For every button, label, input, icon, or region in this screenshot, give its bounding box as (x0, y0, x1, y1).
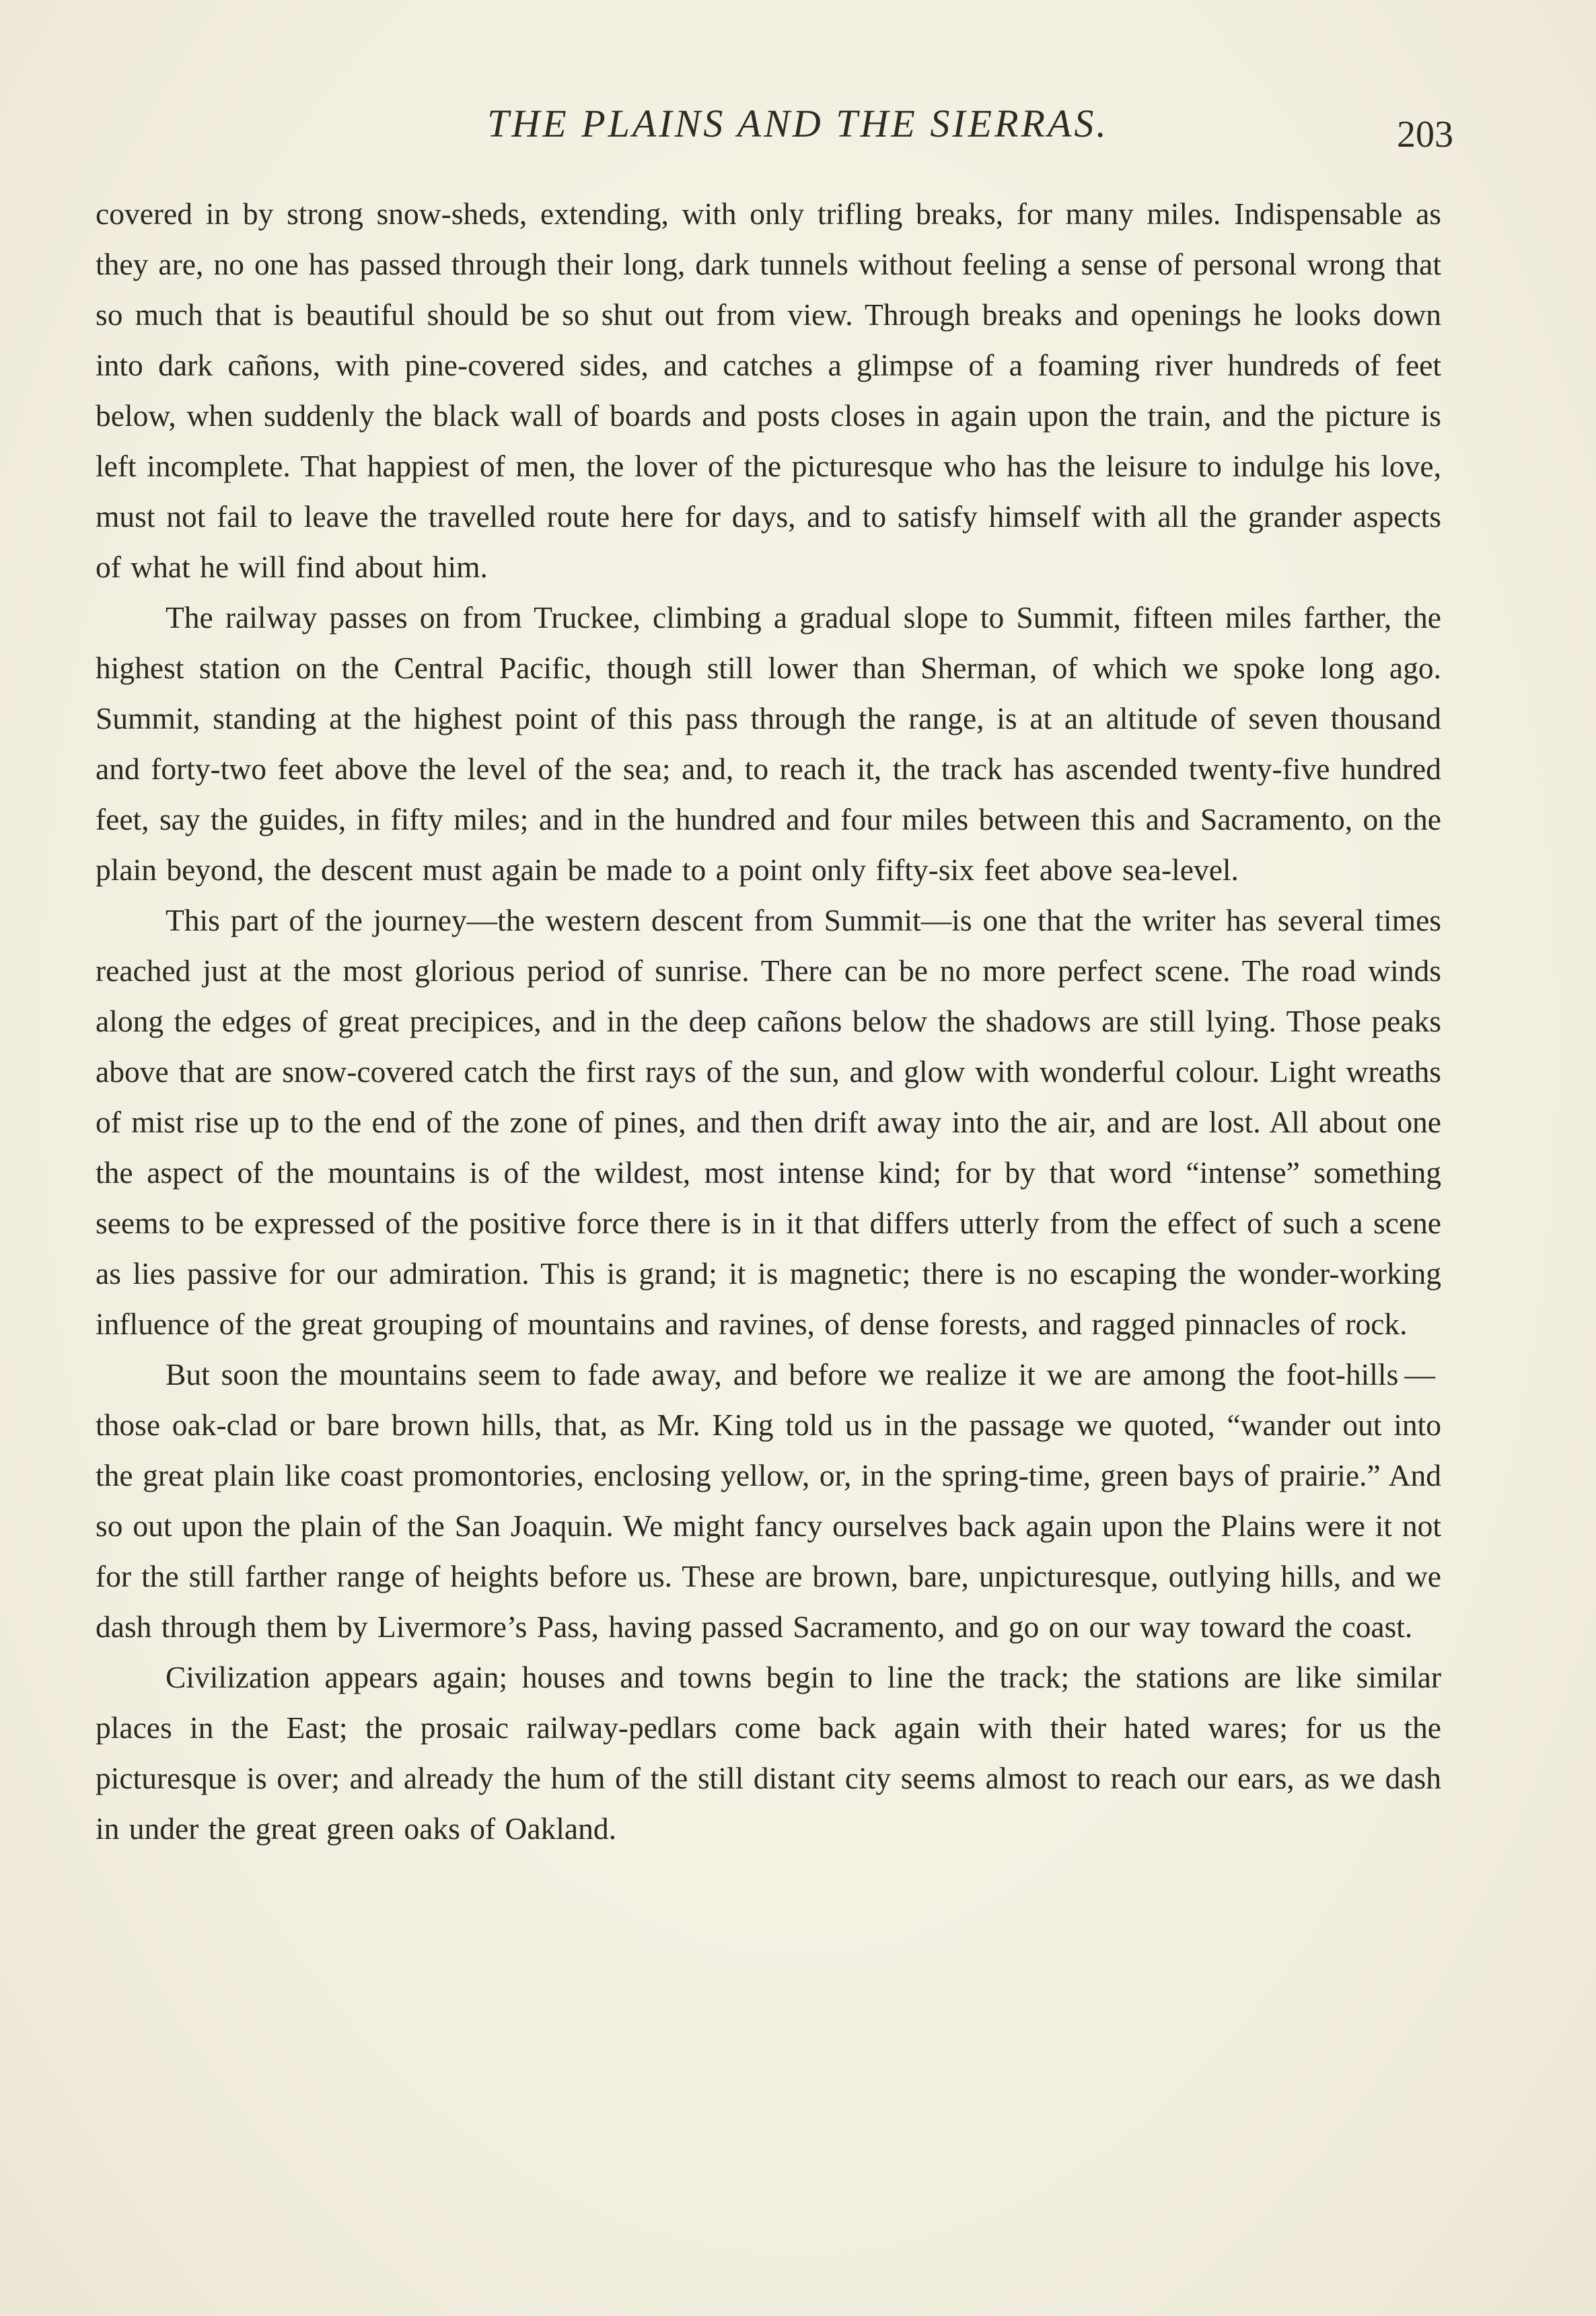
page-number: 203 (1397, 114, 1453, 155)
paragraph-4: But soon the mountains seem to fade away, and before we realize it we are among the foot-hills — those oak-clad or bare brown hills, that, as Mr. King told us in the passage we quoted, “wander out into the great plain like coast promontories, enclosing yellow, or, in the spring-time, green bays of prairie.” And so out upon the plain of the San Joaquin. We might fancy ourselves back again upon the Plains were it not for the still farther range of heights before us. These are brown, bare, unpicturesque, outlying hills, and we dash through them by Livermore’s Pass, having passed Sacramento, and go on our way toward the coast. (96, 1357, 1441, 1644)
paragraph-2: The railway passes on from Truckee, climbing a gradual slope to Summit, fifteen miles farther, the highest station on the Central Pacific, though still lower than Sherman, of which we spoke long ago. Summit, standing at the highest point of this pass through the range, is at an altitude of seven thousand and forty-two feet above the level of the sea; and, to reach it, the track has ascended twenty-five hundred feet, say the guides, in fifty miles; and in the hundred and four miles between this and Sacramento, on the plain beyond, the descent must again be made to a point only fifty-six feet above sea-level. (96, 600, 1441, 887)
paragraph-1: covered in by strong snow-sheds, extending, with only trifling breaks, for many miles. Indispensable as they are, no one has passed through their long, dark tunnels without feeling a sense of personal wrong that so much that is beautiful should be so shut out from view. Through breaks and openings he looks down into dark cañons, with pine-covered sides, and catches a glimpse of a foaming river hundreds of feet below, when suddenly the black wall of boards and posts closes in again upon the train, and the picture is left incomplete. That happiest of men, the lover of the picturesque who has the leisure to indulge his love, must not fail to leave the travelled route here for days, and to satisfy himself with all the grander aspects of what he will find about him. (96, 196, 1441, 584)
body-text (96, 188, 1441, 1854)
paragraph-5: Civilization appears again; houses and towns begin to line the track; the stations are like similar places in the East; the prosaic railway-pedlars come back again with their hated wares; for us the picturesque is over; and already the hum of the still distant city seems almost to reach our ears, as we dash in under the great green oaks of Oakland. (96, 1660, 1441, 1846)
running-head-title: THE PLAINS AND THE SIERRAS. (487, 102, 1109, 145)
paragraph-3: This part of the journey—the western descent from Summit—is one that the writer has several times reached just at the most glorious period of sunrise. There can be no more perfect scene. The road winds along the edges of great precipices, and in the deep cañons below the shadows are still lying. Those peaks above that are snow-covered catch the first rays of the sun, and glow with wonderful colour. Light wreaths of mist rise up to the end of the zone of pines, and then drift away into the air, and are lost. All about one the aspect of the mountains is of the wildest, most intense kind; for by that word “intense” something seems to be expressed of the positive force there is in it that differs utterly from the effect of such a scene as lies passive for our admiration. This is grand; it is magnetic; there is no escaping the wonder-working influence of the great grouping of mountains and ravines, of dense forests, and ragged pinnacles of rock. (96, 903, 1441, 1341)
